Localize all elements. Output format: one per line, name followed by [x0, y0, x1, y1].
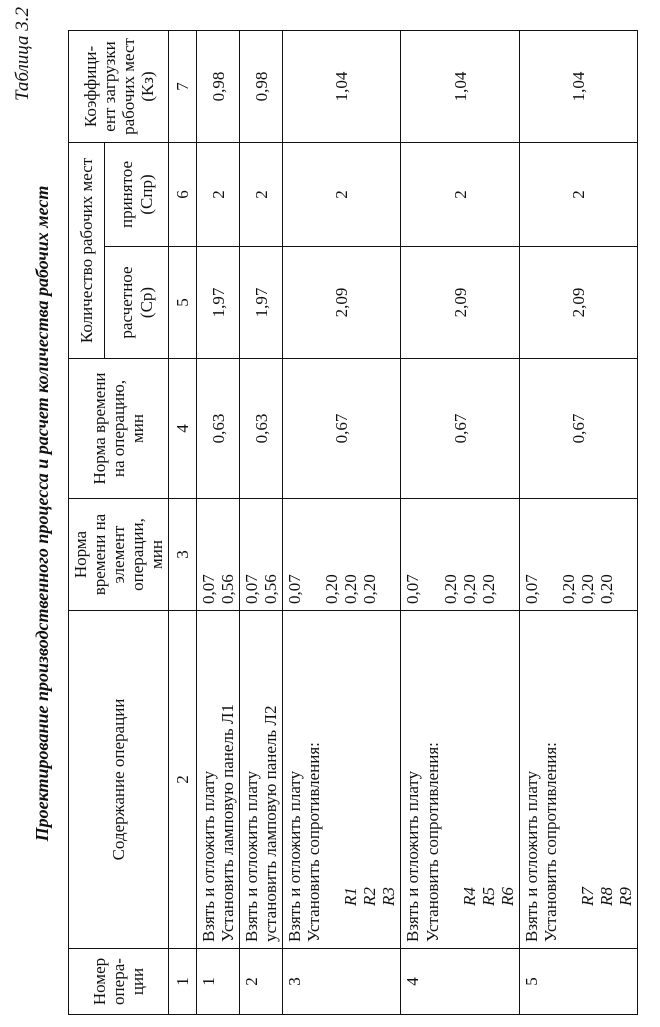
table-row: [401, 30, 519, 1014]
elem-time-cell: [283, 499, 401, 611]
accepted-value: 2: [251, 190, 271, 199]
elem-time-cell: [197, 499, 240, 611]
elem-time-value: 0,07: [285, 574, 305, 604]
index-cell: 3: [169, 499, 197, 611]
op-time-cell: [240, 359, 283, 499]
elem-time-cell: [240, 499, 283, 611]
op-content-cell: [240, 611, 283, 949]
elem-time-value: 0,20: [322, 574, 342, 604]
elem-time-value: 0,20: [440, 574, 460, 604]
spacer: [541, 505, 559, 604]
op-number: 1: [199, 977, 219, 986]
calc-cell: [197, 247, 240, 359]
index-cell: 2: [169, 611, 197, 949]
elem-time-value: 0,07: [521, 574, 541, 604]
elem-time-value: 0,20: [360, 574, 380, 604]
op-number-cell: [197, 949, 240, 1015]
resistor-item: R2: [360, 887, 380, 906]
index-cell: 5: [169, 247, 197, 359]
op-number: 4: [403, 977, 423, 986]
header-accepted-symbol: (Cпр): [136, 174, 156, 215]
table-row: [519, 30, 637, 1014]
accepted-value: 2: [332, 190, 352, 199]
op-content-cell: [197, 611, 240, 949]
header-workplaces: Количество рабочих мест: [69, 142, 105, 358]
header-calc: [104, 247, 168, 359]
elem-time-value: 0,07: [403, 574, 423, 604]
calc-cell: [519, 247, 637, 359]
header-load: Коэффици- ент загрузки рабочих мест (Kз): [69, 30, 169, 142]
table-row: [283, 30, 401, 1014]
op-content-line: Установить ламповую панель Л1: [218, 704, 238, 942]
resistor-item: R3: [379, 887, 399, 906]
op-time-value: 0,67: [332, 413, 352, 444]
load-cell: [197, 30, 240, 142]
elem-time-cell: [401, 499, 519, 611]
spacer: [323, 617, 341, 942]
op-content-line: Взять и отложить плату: [285, 770, 305, 942]
accepted-value: 2: [208, 190, 228, 199]
load-cell: [519, 30, 637, 142]
elem-time-value: 0,20: [577, 574, 597, 604]
op-content-cell: [283, 611, 401, 949]
elem-time-value: 0,56: [261, 574, 281, 604]
load-cell: [401, 30, 519, 142]
op-number-cell: [283, 949, 401, 1015]
op-time-value: 0,67: [450, 413, 470, 444]
op-time-cell: [519, 359, 637, 499]
index-cell: 6: [169, 142, 197, 246]
elem-time-value: 0,20: [596, 574, 616, 604]
load-value: 0,98: [251, 71, 271, 102]
op-content-line: установить ламповую панель Л2: [261, 705, 281, 942]
accepted-cell: [519, 142, 637, 246]
resistor-item: R9: [615, 887, 635, 906]
accepted-cell: [197, 142, 240, 246]
load-value: 0,98: [208, 71, 228, 102]
table-row: [197, 30, 240, 1014]
op-time-value: 0,67: [568, 413, 588, 444]
op-content-cell: [519, 611, 637, 949]
table-title: Проектирование производственного процесса и расчет количества рабочих мест: [32, 185, 52, 842]
header-calc-label: расчетное: [117, 266, 137, 339]
elem-time-cell: [519, 499, 637, 611]
table-row: [240, 30, 283, 1014]
accepted-cell: [401, 142, 519, 246]
load-value: 1,04: [450, 71, 470, 102]
op-content-line: Взять и отложить плату: [199, 770, 219, 942]
load-cell: [283, 30, 401, 142]
op-content-cell: [401, 611, 519, 949]
index-cell: 7: [169, 30, 197, 142]
elem-time-value: 0,20: [478, 574, 498, 604]
header-elem-time: Норма времени на элемент операции, мин: [69, 499, 169, 611]
calc-value: 1,97: [251, 287, 271, 318]
table-caption: Таблица 3.2: [12, 7, 33, 101]
spacer: [442, 617, 460, 942]
calc-cell: [401, 247, 519, 359]
op-content-line: Взять и отложить плату: [521, 770, 541, 942]
elem-time-value: 0,20: [459, 574, 479, 604]
header-content: Содержание операции: [69, 611, 169, 949]
header-accepted-label: принятое: [117, 160, 137, 229]
op-number-cell: [401, 949, 519, 1015]
resistor-item: R8: [596, 887, 616, 906]
elem-time-value: 0,07: [242, 574, 262, 604]
op-time-cell: [197, 359, 240, 499]
accepted-value: 2: [450, 190, 470, 199]
accepted-cell: [240, 142, 283, 246]
load-cell: [240, 30, 283, 142]
load-value: 1,04: [332, 71, 352, 102]
header-accepted: [104, 142, 168, 246]
column-index-row: [169, 30, 197, 1014]
accepted-cell: [283, 142, 401, 246]
calc-value: 2,09: [568, 287, 588, 318]
op-time-value: 0,63: [251, 413, 271, 444]
op-number: 2: [242, 977, 262, 986]
op-time-cell: [401, 359, 519, 499]
header-calc-symbol: (Cр): [136, 286, 156, 319]
elem-time-value: 0,07: [199, 574, 219, 604]
elem-time-value: 0,20: [341, 574, 361, 604]
op-number: 3: [285, 977, 305, 986]
resistor-item: R1: [341, 887, 361, 906]
resistor-item: R7: [577, 887, 597, 906]
calc-cell: [240, 247, 283, 359]
op-number: 5: [521, 977, 541, 986]
op-content-line: Установить сопротивления:: [422, 742, 442, 942]
header-row-1: [69, 30, 105, 1014]
elem-time-value: 0,20: [558, 574, 578, 604]
spacer: [423, 505, 441, 604]
op-number-cell: [240, 949, 283, 1015]
table-body: [197, 30, 638, 1014]
op-content-line: Взять и отложить плату: [242, 770, 262, 942]
op-content-line: Взять и отложить плату: [403, 770, 423, 942]
elem-time-value: 0,56: [218, 574, 238, 604]
header-op-number: Номер опера- ции: [69, 949, 169, 1015]
calc-cell: [283, 247, 401, 359]
op-content-line: Установить сопротивления:: [304, 742, 324, 942]
index-cell: 1: [169, 949, 197, 1015]
calc-value: 2,09: [450, 287, 470, 318]
op-time-cell: [283, 359, 401, 499]
index-cell: 4: [169, 359, 197, 499]
calc-value: 2,09: [332, 287, 352, 318]
calc-value: 1,97: [208, 287, 228, 318]
resistor-item: R6: [497, 887, 517, 906]
header-op-time: Норма времени на операцию, мин: [69, 359, 169, 499]
operations-table: [68, 30, 638, 1015]
resistor-item: R5: [478, 887, 498, 906]
spacer: [304, 505, 322, 604]
accepted-value: 2: [568, 190, 588, 199]
resistor-item: R4: [459, 887, 479, 906]
spacer: [560, 617, 578, 942]
op-content-line: Установить сопротивления:: [540, 742, 560, 942]
op-number-cell: [519, 949, 637, 1015]
load-value: 1,04: [568, 71, 588, 102]
op-time-value: 0,63: [208, 413, 228, 444]
